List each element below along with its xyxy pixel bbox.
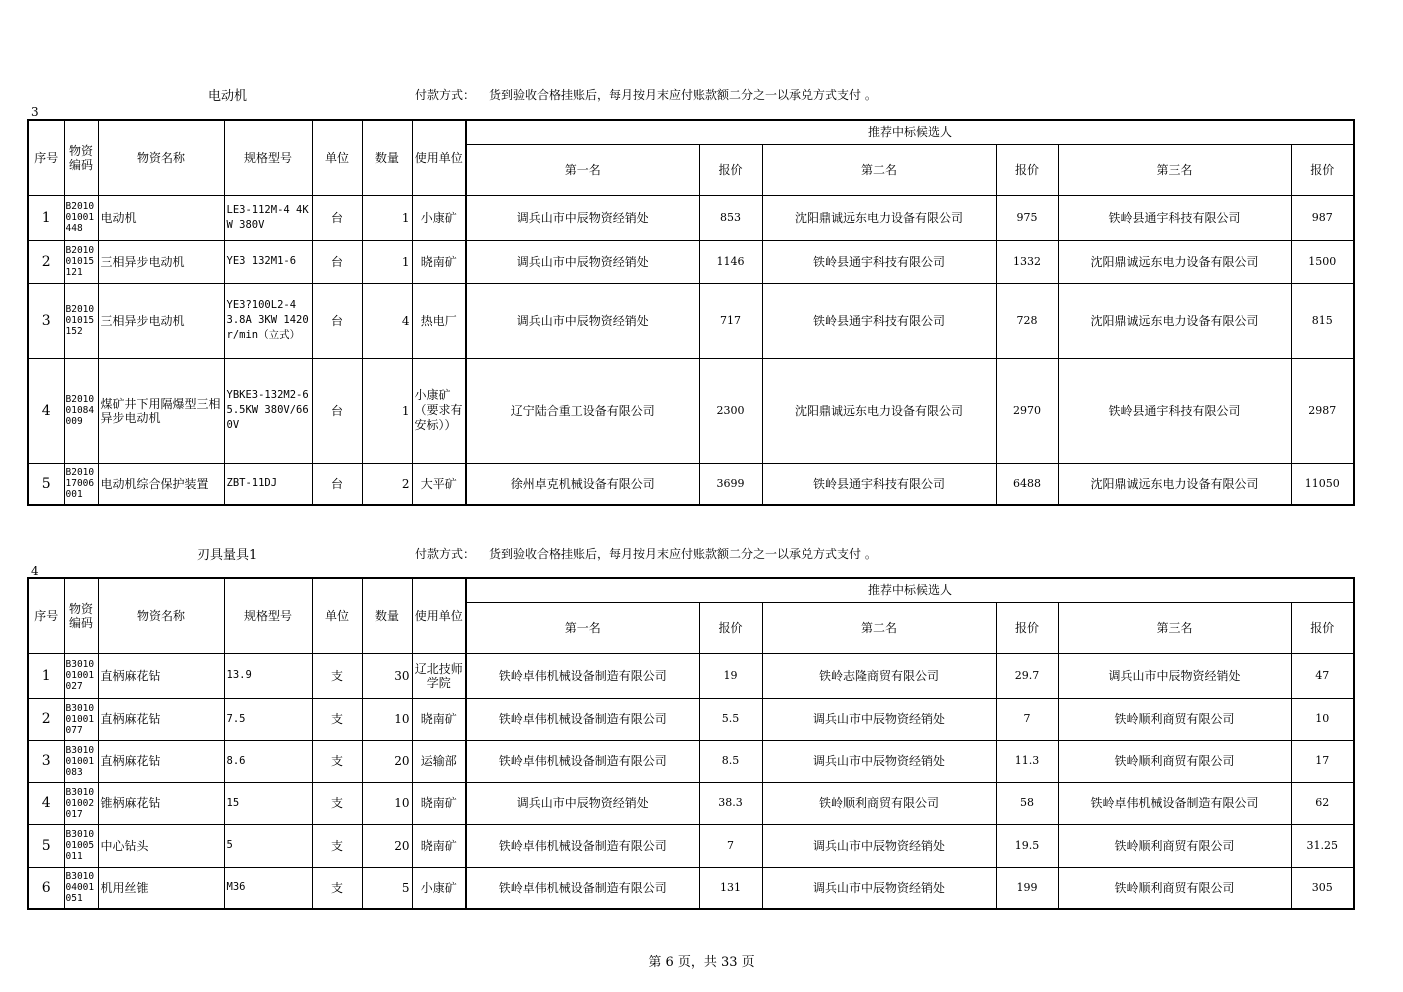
cell-user: 晓南矿 bbox=[412, 240, 466, 283]
cell-price-1: 3699 bbox=[699, 463, 762, 505]
cell-price-1: 717 bbox=[699, 283, 762, 358]
cell-second: 调兵山市中辰物资经销处 bbox=[762, 698, 996, 740]
cell-spec: M36 bbox=[224, 867, 312, 909]
cell-name: 机用丝锥 bbox=[98, 867, 224, 909]
header-unit: 单位 bbox=[312, 578, 362, 653]
cell-third: 铁岭顺利商贸有限公司 bbox=[1058, 867, 1291, 909]
header-qty: 数量 bbox=[362, 120, 412, 195]
cell-price-2: 11.3 bbox=[996, 740, 1058, 782]
cell-seq: 2 bbox=[28, 698, 64, 740]
cell-first: 铁岭卓伟机械设备制造有限公司 bbox=[466, 698, 699, 740]
cell-user: 小康矿 bbox=[412, 867, 466, 909]
cell-first: 铁岭卓伟机械设备制造有限公司 bbox=[466, 653, 699, 698]
cell-first: 调兵山市中辰物资经销处 bbox=[466, 195, 699, 240]
table-row bbox=[28, 283, 1354, 358]
cell-spec: YBKE3-132M2-6 5.5KW 380V/660V bbox=[224, 358, 312, 463]
cell-qty: 5 bbox=[362, 867, 412, 909]
cell-name: 三相异步电动机 bbox=[98, 283, 224, 358]
cell-price-2: 2970 bbox=[996, 358, 1058, 463]
page-footer: 第 6 页，共 33 页 bbox=[648, 955, 755, 970]
cell-price-3: 47 bbox=[1291, 653, 1354, 698]
cell-name: 锥柄麻花钻 bbox=[98, 782, 224, 824]
header-candidates: 推荐中标候选人 bbox=[466, 120, 1354, 144]
header-third: 第三名 bbox=[1058, 144, 1291, 195]
section-4-table bbox=[27, 577, 1355, 910]
cell-user: 辽北技师学院 bbox=[412, 653, 466, 698]
cell-price-3: 1500 bbox=[1291, 240, 1354, 283]
header-user: 使用单位 bbox=[412, 578, 466, 653]
header-spec: 规格型号 bbox=[224, 120, 312, 195]
table-row bbox=[28, 195, 1354, 240]
header-price-1: 报价 bbox=[699, 602, 762, 653]
section-3-payment-label: 付款方式： bbox=[415, 88, 476, 102]
cell-unit: 台 bbox=[312, 195, 362, 240]
header-price-2: 报价 bbox=[996, 144, 1058, 195]
cell-spec: 5 bbox=[224, 824, 312, 867]
header-unit: 单位 bbox=[312, 120, 362, 195]
cell-seq: 5 bbox=[28, 463, 64, 505]
header-spec: 规格型号 bbox=[224, 578, 312, 653]
cell-third: 铁岭县通宇科技有限公司 bbox=[1058, 195, 1291, 240]
cell-spec: YE3 132M1-6 bbox=[224, 240, 312, 283]
cell-unit: 台 bbox=[312, 283, 362, 358]
cell-price-1: 7 bbox=[699, 824, 762, 867]
cell-third: 沈阳鼎诚远东电力设备有限公司 bbox=[1058, 283, 1291, 358]
cell-price-3: 31.25 bbox=[1291, 824, 1354, 867]
table-row bbox=[28, 358, 1354, 463]
cell-seq: 2 bbox=[28, 240, 64, 283]
cell-price-1: 38.3 bbox=[699, 782, 762, 824]
table-row bbox=[28, 740, 1354, 782]
cell-price-3: 62 bbox=[1291, 782, 1354, 824]
header-name: 物资名称 bbox=[98, 578, 224, 653]
table-row bbox=[28, 782, 1354, 824]
cell-qty: 20 bbox=[362, 740, 412, 782]
cell-price-1: 19 bbox=[699, 653, 762, 698]
header-name: 物资名称 bbox=[98, 120, 224, 195]
header-first: 第一名 bbox=[466, 602, 699, 653]
cell-unit: 支 bbox=[312, 740, 362, 782]
cell-qty: 10 bbox=[362, 782, 412, 824]
cell-code: B301004001051 bbox=[64, 867, 98, 909]
cell-price-3: 11050 bbox=[1291, 463, 1354, 505]
cell-user: 小康矿 bbox=[412, 195, 466, 240]
header-candidates: 推荐中标候选人 bbox=[466, 578, 1354, 602]
cell-unit: 台 bbox=[312, 240, 362, 283]
section-3-title: 电动机 bbox=[208, 89, 248, 104]
cell-price-2: 728 bbox=[996, 283, 1058, 358]
cell-seq: 1 bbox=[28, 195, 64, 240]
cell-unit: 台 bbox=[312, 358, 362, 463]
cell-seq: 4 bbox=[28, 782, 64, 824]
cell-second: 调兵山市中辰物资经销处 bbox=[762, 740, 996, 782]
cell-seq: 3 bbox=[28, 283, 64, 358]
cell-first: 徐州卓克机械设备有限公司 bbox=[466, 463, 699, 505]
cell-spec: 13.9 bbox=[224, 653, 312, 698]
cell-name: 直柄麻花钻 bbox=[98, 698, 224, 740]
cell-price-3: 10 bbox=[1291, 698, 1354, 740]
cell-name: 中心钻头 bbox=[98, 824, 224, 867]
cell-qty: 20 bbox=[362, 824, 412, 867]
cell-third: 铁岭卓伟机械设备制造有限公司 bbox=[1058, 782, 1291, 824]
cell-name: 直柄麻花钻 bbox=[98, 740, 224, 782]
cell-qty: 1 bbox=[362, 358, 412, 463]
cell-code: B201001015121 bbox=[64, 240, 98, 283]
cell-qty: 2 bbox=[362, 463, 412, 505]
cell-code: B201001015152 bbox=[64, 283, 98, 358]
header-user: 使用单位 bbox=[412, 120, 466, 195]
cell-unit: 支 bbox=[312, 824, 362, 867]
cell-name: 电动机 bbox=[98, 195, 224, 240]
cell-price-2: 58 bbox=[996, 782, 1058, 824]
cell-qty: 4 bbox=[362, 283, 412, 358]
section-4-payment-terms: 货到验收合格挂账后，每月按月末应付账款额二分之一以承兑方式支付 。 bbox=[489, 547, 877, 561]
header-third: 第三名 bbox=[1058, 602, 1291, 653]
cell-price-3: 815 bbox=[1291, 283, 1354, 358]
cell-price-1: 2300 bbox=[699, 358, 762, 463]
cell-unit: 台 bbox=[312, 463, 362, 505]
cell-code: B301001001083 bbox=[64, 740, 98, 782]
cell-second: 沈阳鼎诚远东电力设备有限公司 bbox=[762, 358, 996, 463]
cell-code: B201017006001 bbox=[64, 463, 98, 505]
cell-second: 调兵山市中辰物资经销处 bbox=[762, 867, 996, 909]
cell-first: 铁岭卓伟机械设备制造有限公司 bbox=[466, 867, 699, 909]
cell-spec: ZBT-11DJ bbox=[224, 463, 312, 505]
cell-first: 调兵山市中辰物资经销处 bbox=[466, 240, 699, 283]
header-seq: 序号 bbox=[28, 120, 64, 195]
cell-unit: 支 bbox=[312, 867, 362, 909]
cell-code: B301001002017 bbox=[64, 782, 98, 824]
cell-qty: 1 bbox=[362, 240, 412, 283]
cell-second: 沈阳鼎诚远东电力设备有限公司 bbox=[762, 195, 996, 240]
cell-unit: 支 bbox=[312, 698, 362, 740]
cell-code: B201001001448 bbox=[64, 195, 98, 240]
cell-user: 运输部 bbox=[412, 740, 466, 782]
section-4-number: 4 bbox=[31, 564, 39, 578]
cell-price-2: 199 bbox=[996, 867, 1058, 909]
cell-seq: 4 bbox=[28, 358, 64, 463]
cell-user: 热电厂 bbox=[412, 283, 466, 358]
cell-price-2: 1332 bbox=[996, 240, 1058, 283]
cell-second: 铁岭县通宇科技有限公司 bbox=[762, 283, 996, 358]
cell-user: 晓南矿 bbox=[412, 698, 466, 740]
cell-spec: 8.6 bbox=[224, 740, 312, 782]
cell-name: 电动机综合保护装置 bbox=[98, 463, 224, 505]
header-code: 物资编码 bbox=[64, 578, 98, 653]
cell-price-1: 5.5 bbox=[699, 698, 762, 740]
header-price-3: 报价 bbox=[1291, 144, 1354, 195]
cell-qty: 30 bbox=[362, 653, 412, 698]
table-row bbox=[28, 698, 1354, 740]
header-first: 第一名 bbox=[466, 144, 699, 195]
cell-third: 铁岭顺利商贸有限公司 bbox=[1058, 824, 1291, 867]
cell-code: B301001005011 bbox=[64, 824, 98, 867]
cell-spec: 7.5 bbox=[224, 698, 312, 740]
section-4-payment-label: 付款方式： bbox=[415, 547, 476, 561]
cell-first: 辽宁陆合重工设备有限公司 bbox=[466, 358, 699, 463]
table-row bbox=[28, 653, 1354, 698]
cell-code: B301001001077 bbox=[64, 698, 98, 740]
cell-code: B301001001027 bbox=[64, 653, 98, 698]
cell-user: 小康矿（要求有安标）） bbox=[412, 358, 466, 463]
cell-third: 沈阳鼎诚远东电力设备有限公司 bbox=[1058, 240, 1291, 283]
cell-price-2: 29.7 bbox=[996, 653, 1058, 698]
header-price-2: 报价 bbox=[996, 602, 1058, 653]
section-3-number: 3 bbox=[31, 105, 39, 119]
table-row bbox=[28, 824, 1354, 867]
table-header-row bbox=[28, 120, 1354, 144]
cell-price-3: 17 bbox=[1291, 740, 1354, 782]
header-second: 第二名 bbox=[762, 144, 996, 195]
table-header-row bbox=[28, 578, 1354, 602]
cell-user: 晓南矿 bbox=[412, 824, 466, 867]
cell-first: 铁岭卓伟机械设备制造有限公司 bbox=[466, 740, 699, 782]
cell-second: 铁岭县通宇科技有限公司 bbox=[762, 463, 996, 505]
cell-first: 调兵山市中辰物资经销处 bbox=[466, 782, 699, 824]
cell-seq: 5 bbox=[28, 824, 64, 867]
cell-second: 铁岭县通宇科技有限公司 bbox=[762, 240, 996, 283]
table-row bbox=[28, 240, 1354, 283]
cell-user: 晓南矿 bbox=[412, 782, 466, 824]
cell-third: 沈阳鼎诚远东电力设备有限公司 bbox=[1058, 463, 1291, 505]
cell-price-2: 975 bbox=[996, 195, 1058, 240]
cell-price-2: 19.5 bbox=[996, 824, 1058, 867]
cell-price-2: 6488 bbox=[996, 463, 1058, 505]
cell-price-1: 8.5 bbox=[699, 740, 762, 782]
cell-qty: 10 bbox=[362, 698, 412, 740]
cell-spec: YE3?100L2-4 3.8A 3KW 1420r/min（立式） bbox=[224, 283, 312, 358]
cell-unit: 支 bbox=[312, 782, 362, 824]
cell-price-3: 987 bbox=[1291, 195, 1354, 240]
cell-second: 铁岭顺利商贸有限公司 bbox=[762, 782, 996, 824]
cell-name: 煤矿井下用隔爆型三相异步电动机 bbox=[98, 358, 224, 463]
section-3-payment-terms: 货到验收合格挂账后，每月按月末应付账款额二分之一以承兑方式支付 。 bbox=[489, 88, 877, 102]
cell-spec: LE3-112M-4 4KW 380V bbox=[224, 195, 312, 240]
cell-seq: 6 bbox=[28, 867, 64, 909]
table-row bbox=[28, 867, 1354, 909]
header-price-1: 报价 bbox=[699, 144, 762, 195]
cell-second: 调兵山市中辰物资经销处 bbox=[762, 824, 996, 867]
header-qty: 数量 bbox=[362, 578, 412, 653]
cell-qty: 1 bbox=[362, 195, 412, 240]
cell-price-3: 2987 bbox=[1291, 358, 1354, 463]
cell-price-1: 853 bbox=[699, 195, 762, 240]
cell-code: B201001084009 bbox=[64, 358, 98, 463]
cell-price-1: 1146 bbox=[699, 240, 762, 283]
cell-seq: 1 bbox=[28, 653, 64, 698]
cell-name: 三相异步电动机 bbox=[98, 240, 224, 283]
cell-spec: 15 bbox=[224, 782, 312, 824]
section-3-table bbox=[27, 119, 1355, 506]
section-4-title: 刃具量具1 bbox=[197, 548, 258, 563]
cell-third: 调兵山市中辰物资经销处 bbox=[1058, 653, 1291, 698]
cell-price-1: 131 bbox=[699, 867, 762, 909]
table-row bbox=[28, 463, 1354, 505]
header-seq: 序号 bbox=[28, 578, 64, 653]
cell-first: 铁岭卓伟机械设备制造有限公司 bbox=[466, 824, 699, 867]
header-code: 物资编码 bbox=[64, 120, 98, 195]
header-second: 第二名 bbox=[762, 602, 996, 653]
cell-name: 直柄麻花钻 bbox=[98, 653, 224, 698]
cell-seq: 3 bbox=[28, 740, 64, 782]
header-price-3: 报价 bbox=[1291, 602, 1354, 653]
cell-price-2: 7 bbox=[996, 698, 1058, 740]
cell-third: 铁岭顺利商贸有限公司 bbox=[1058, 740, 1291, 782]
cell-second: 铁岭志隆商贸有限公司 bbox=[762, 653, 996, 698]
cell-user: 大平矿 bbox=[412, 463, 466, 505]
cell-third: 铁岭县通宇科技有限公司 bbox=[1058, 358, 1291, 463]
cell-unit: 支 bbox=[312, 653, 362, 698]
cell-third: 铁岭顺利商贸有限公司 bbox=[1058, 698, 1291, 740]
cell-price-3: 305 bbox=[1291, 867, 1354, 909]
cell-first: 调兵山市中辰物资经销处 bbox=[466, 283, 699, 358]
